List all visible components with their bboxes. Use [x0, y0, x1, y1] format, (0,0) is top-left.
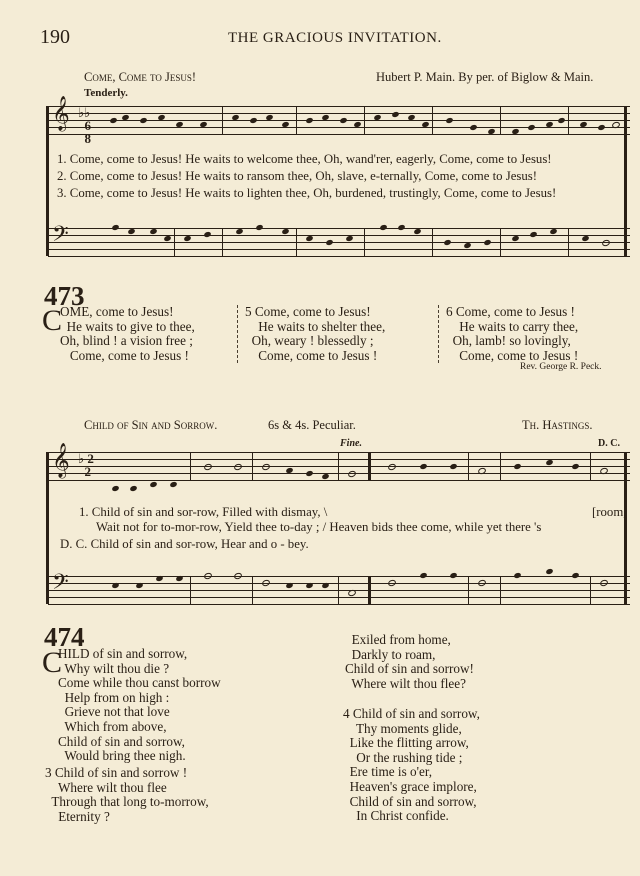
- tune2-lyric-line: D. C. Child of sin and sor-row, Hear and o - bey.: [60, 537, 309, 551]
- bass-clef-icon: 𝄢: [52, 570, 69, 599]
- drop-cap: C: [42, 646, 63, 679]
- tune-meter: 6s & 4s. Peculiar.: [268, 418, 356, 432]
- bass-clef-icon: 𝄢: [52, 222, 69, 251]
- page-number: 190: [40, 26, 70, 48]
- tune1-lyric-line: 1. Come, come to Jesus! He waits to welcome thee, Oh, wand'rer, eagerly, Come, come to Jesus!: [57, 152, 552, 166]
- time-signature: ♭ 2 2: [78, 451, 94, 479]
- tune-name: Child of Sin and Sorrow.: [84, 418, 218, 432]
- hymn473-verse-6: 6 Come, come to Jesus ! He waits to carry thee, Oh, lamb! so lovingly, Come, come to Jesus !: [446, 304, 579, 363]
- tune-name: Come, Come to Jesus!: [84, 70, 197, 84]
- tune-credit: Hubert P. Main. By per. of Biglow & Main.: [376, 70, 594, 84]
- time-signature: ♭♭ 6 8: [78, 105, 91, 146]
- tune1-lyric-line: 2. Come, come to Jesus! He waits to ransom thee, Oh, slave, e-ternally, Come, come to Jesus!: [57, 169, 538, 183]
- drop-cap: C: [42, 304, 63, 337]
- hymn474-verse-2-cont: Exiled from home, Darkly to roam, Child of sin and sorrow! Where wilt thou flee?: [345, 632, 474, 691]
- running-title: THE GRACIOUS INVITATION.: [228, 30, 442, 46]
- tune1-lyric-line: 3. Come, come to Jesus! He waits to lighten thee, Oh, burdened, trustingly, Come, come to Jesus!: [57, 186, 557, 200]
- treble-clef-icon: 𝄞: [52, 444, 70, 477]
- tune-credit: Th. Hastings.: [522, 418, 593, 432]
- tune2-lyric-line: [room,: [592, 505, 627, 519]
- hymn474-verse-3: 3 Child of sin and sorrow ! Where wilt thou flee Through that long to-morrow, Eternity ?: [45, 765, 209, 824]
- dc-marking: D. C.: [598, 438, 620, 449]
- tempo-marking: Tenderly.: [84, 87, 128, 99]
- hymn-author: Rev. George R. Peck.: [520, 362, 602, 372]
- treble-clef-icon: 𝄞: [52, 97, 70, 130]
- tune2-lyric-line: Wait not for to-mor-row, Yield thee to-day ; / Heaven bids thee come, while yet there 's: [96, 520, 542, 534]
- hymn473-verse-1: OME, come to Jesus! He waits to give to thee, Oh, blind ! a vision free ; Come, come to Jesus !: [60, 304, 195, 363]
- tune2-lyric-line: 1. Child of sin and sor-row, Filled with dismay, \: [79, 505, 328, 519]
- hymn473-verse-5: 5 Come, come to Jesus! He waits to shelter thee, Oh, weary ! blessedly ; Come, come to Jesus !: [245, 304, 386, 363]
- hymn474-verse-1: HILD of sin and sorrow, Why wilt thou die ? Come while thou canst borrow Help from on high : Grieve not that love Which from above, Child of sin and sorrow, Would bring thee nigh.: [58, 646, 221, 764]
- fine-marking: Fine.: [340, 438, 362, 449]
- hymn474-verse-4: 4 Child of sin and sorrow, Thy moments glide, Like the flitting arrow, Or the rushing tide ; Ere time is o'er, Heaven's grace implore, Child of sin and sorrow, In Christ confide.: [343, 706, 480, 824]
- hymn-number: 474: [44, 622, 85, 652]
- hymn-number: 473: [44, 281, 85, 311]
